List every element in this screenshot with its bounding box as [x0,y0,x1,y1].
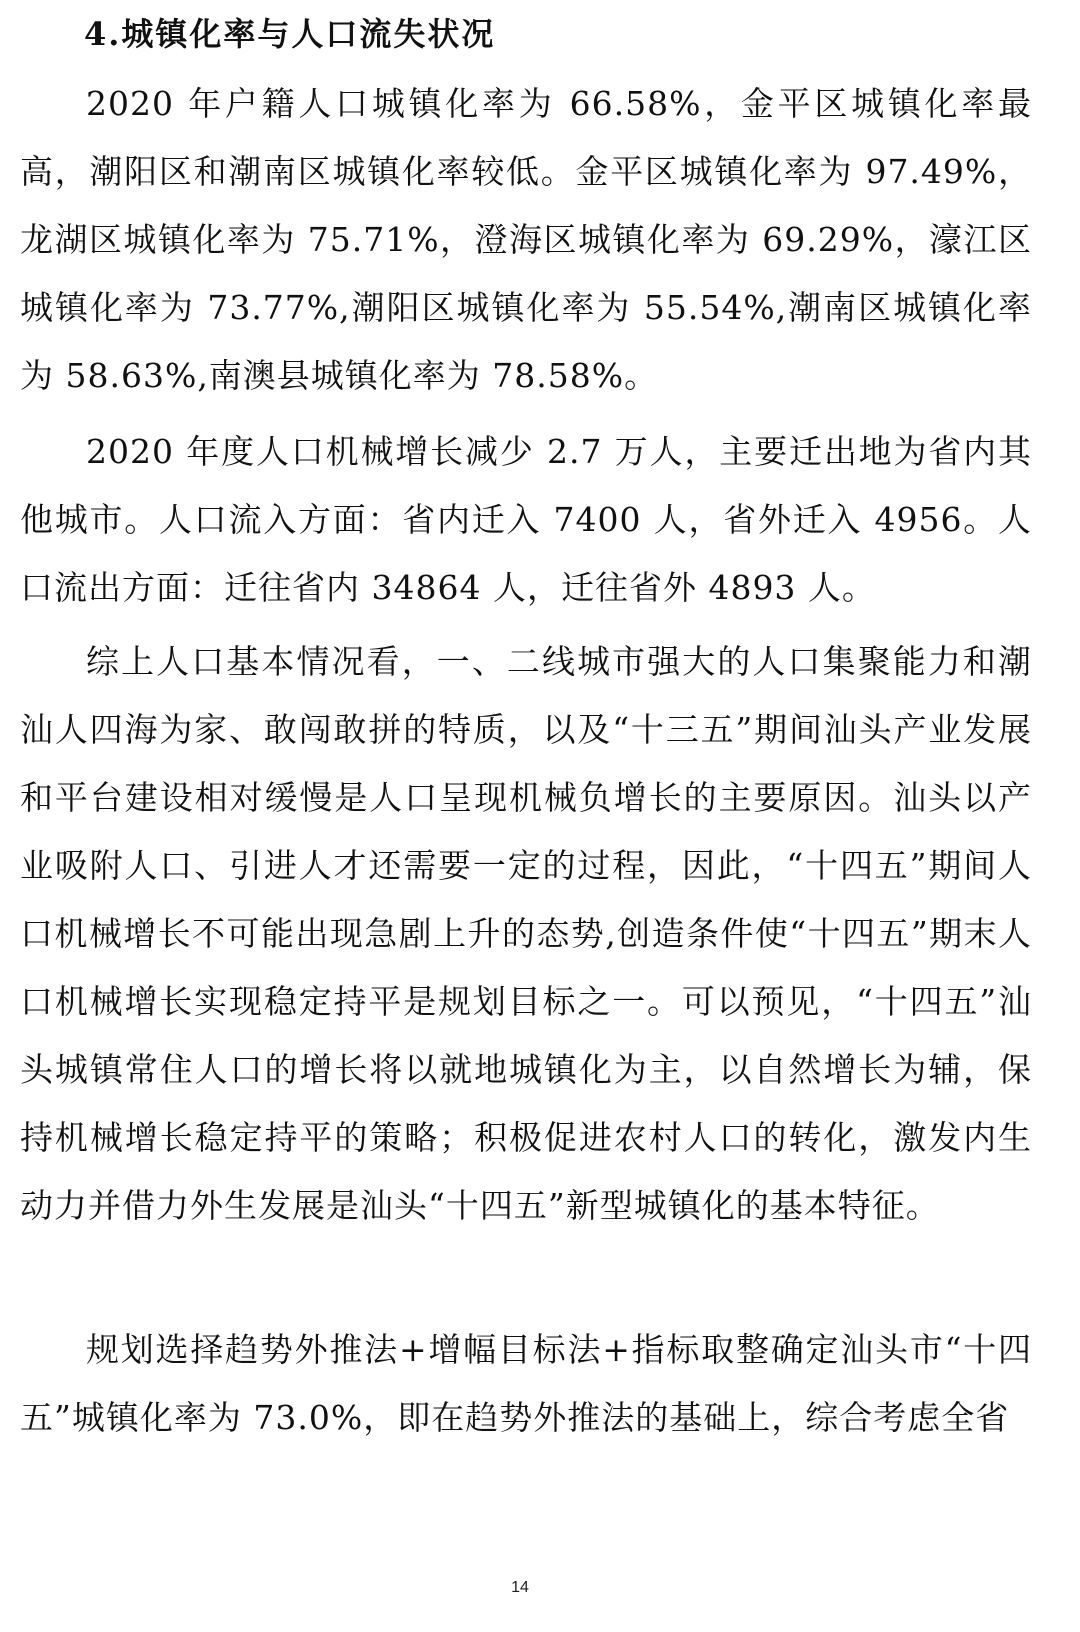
paragraph-urbanization-rates: 2020 年户籍人口城镇化率为 66.58%，金平区城镇化率最高，潮阳区和潮南区城镇化率较低。金平区城镇化率为 97.49%，龙湖区城镇化率为 75.71%，澄海区城镇化率为 69.29%，濠江区城镇化率为 73.77%,潮阳区城镇化率为 55.54%,潮南区城镇化率为 58.63%,南澳县城镇化率为 78.58%。 [20,84,1032,395]
section-heading: 4.城镇化率与人口流失状况 [84,15,496,53]
paragraph-population-migration: 2020 年度人口机械增长减少 2.7 万人，主要迁出地为省内其他城市。人口流入方面：省内迁入 7400 人，省外迁入 4956。人口流出方面：迁往省内 34864 人，迁往省外 4893 人。 [20,432,1032,607]
paragraph-summary-analysis: 综上人口基本情况看，一、二线城市强大的人口集聚能力和潮汕人四海为家、敢闯敢拼的特质，以及“十三五”期间汕头产业发展和平台建设相对缓慢是人口呈现机械负增长的主要原因。汕头以产业吸附人口、引进人才还需要一定的过程，因此，“十四五”期间人口机械增长不可能出现急剧上升的态势,创造条件使“十四五”期末人口机械增长实现稳定持平是规划目标之一。可以预见，“十四五”汕头城镇常住人口的增长将以就地城镇化为主，以自然增长为辅，保持机械增长稳定持平的策略；积极促进农村人口的转化，激发内生动力并借力外生发展是汕头“十四五”新型城镇化的基本特征。 [20,642,1032,1225]
document-page [20,0,1032,1632]
paragraph-planning-method: 规划选择趋势外推法+增幅目标法+指标取整确定汕头市“十四五”城镇化率为 73.0%，即在趋势外推法的基础上，综合考虑全省 [20,1330,1032,1437]
page-number: 14 [511,1579,529,1596]
